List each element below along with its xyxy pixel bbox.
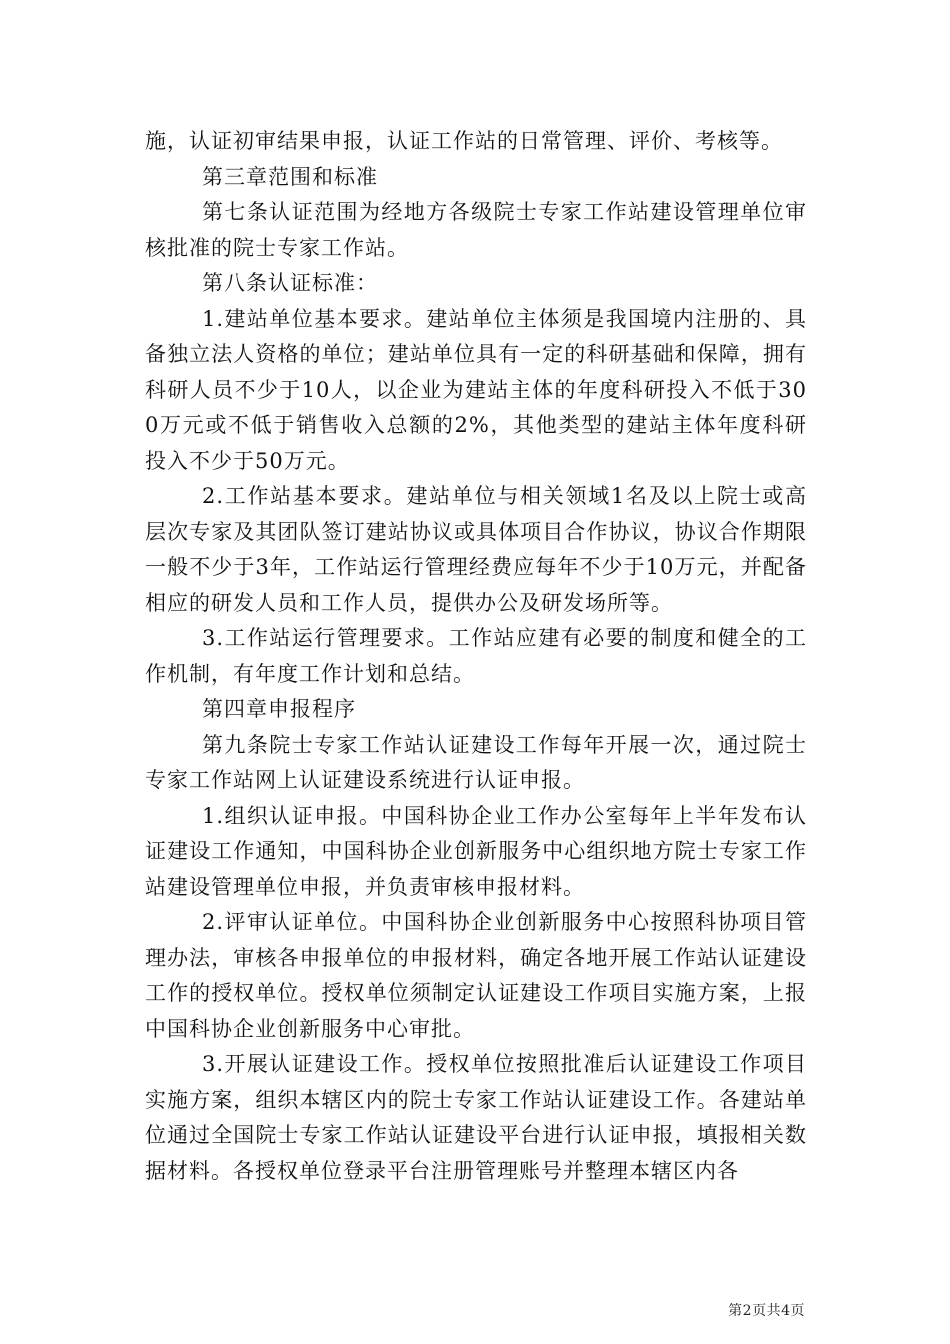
article-8-item-1: 1.建站单位基本要求。建站单位主体须是我国境内注册的、具备独立法人资格的单位；建站单位具有一定的科研基础和保障，拥有科研人员不少于10人，以企业为建站主体的年度科研投入不低于300万元或不低于销售收入总额的2%，其他类型的建站主体年度科研投入不少于50万元。 [145, 306, 807, 473]
article-9-paragraph: 第九条院士专家工作站认证建设工作每年开展一次，通过院士专家工作站网上认证建设系统进行认证申报。 [145, 732, 807, 792]
chapter-heading-3: 第三章范围和标准 [202, 164, 378, 189]
page-number-footer: 第2页共4页 [728, 1303, 805, 1319]
chapter-heading-4: 第四章申报程序 [202, 697, 356, 721]
article-9-item-2: 2.评审认证单位。中国科协企业创新服务中心按照科协项目管理办法，审核各申报单位的申报材料，确定各地开展工作站认证建设工作的授权单位。授权单位须制定认证建设工作项目实施方案，上报中国科协企业创新服务中心审批。 [145, 910, 807, 1041]
article-8-item-3: 3.工作站运行管理要求。工作站应建有必要的制度和健全的工作机制，有年度工作计划和总结。 [145, 626, 807, 686]
paragraph-continuation: 施，认证初审结果申报，认证工作站的日常管理、评价、考核等。 [145, 129, 783, 153]
article-9-item-1: 1.组织认证申报。中国科协企业工作办公室每年上半年发布认证建设工作通知，中国科协企业创新服务中心组织地方院士专家工作站建设管理单位申报，并负责审核申报材料。 [145, 803, 807, 899]
document-body [145, 124, 807, 1189]
article-7-paragraph: 第七条认证范围为经地方各级院士专家工作站建设管理单位审核批准的院士专家工作站。 [145, 200, 807, 260]
article-8-item-2: 2.工作站基本要求。建站单位与相关领域1名及以上院士或高层次专家及其团队签订建站协议或具体项目合作协议，协议合作期限一般不少于3年，工作站运行管理经费应每年不少于10万元，并配备相应的研发人员和工作人员，提供办公及研发场所等。 [145, 484, 807, 615]
article-8-paragraph: 第八条认证标准： [202, 271, 378, 295]
article-9-item-3: 3.开展认证建设工作。授权单位按照批准后认证建设工作项目实施方案，组织本辖区内的院士专家工作站认证建设工作。各建站单位通过全国院士专家工作站认证建设平台进行认证申报，填报相关数据材料。各授权单位登录平台注册管理账号并整理本辖区内各 [145, 1052, 807, 1183]
